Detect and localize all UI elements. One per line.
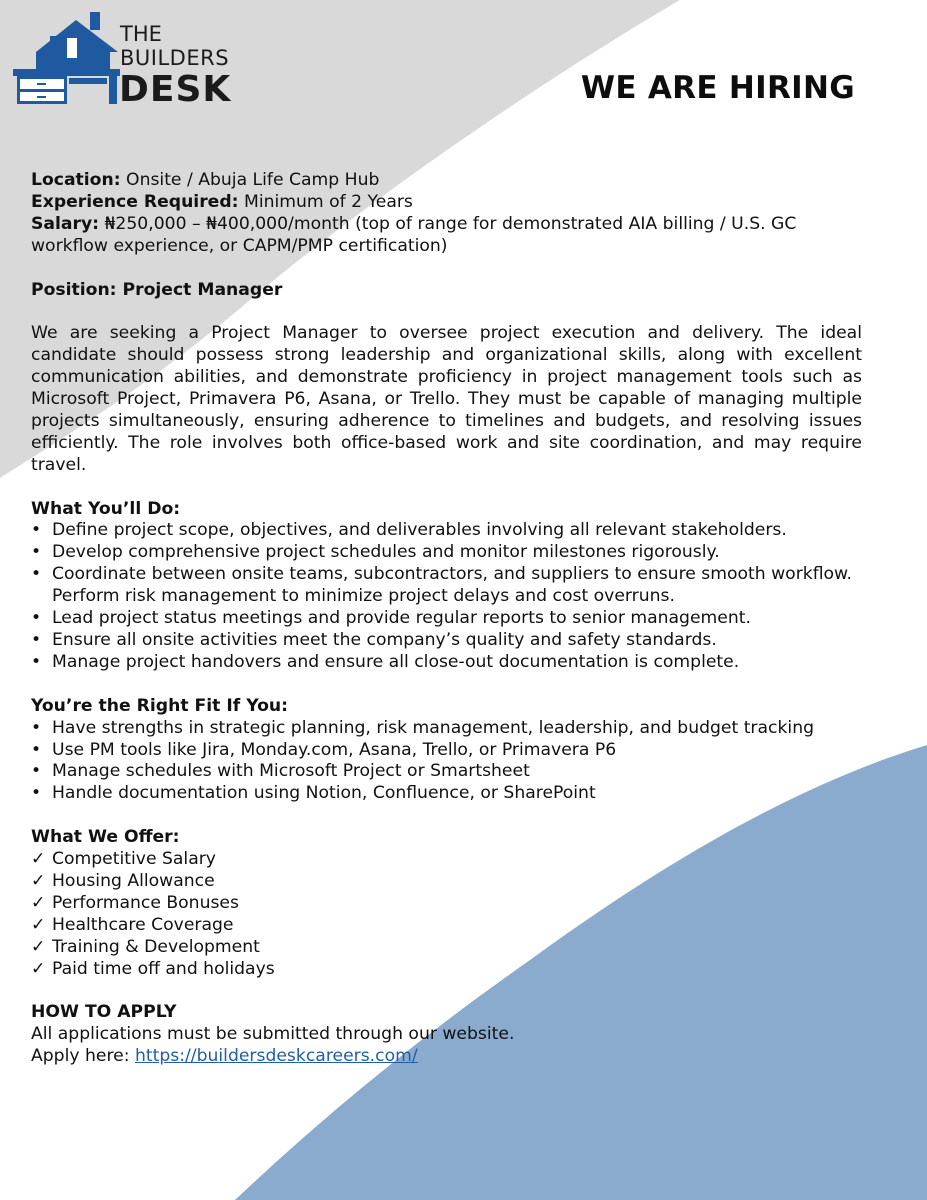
duties-heading: What You’ll Do: bbox=[31, 498, 181, 519]
list-item-text: Competitive Salary bbox=[52, 849, 216, 870]
list-item-text: Lead project status meetings and provide regular reports to senior management. bbox=[52, 608, 751, 629]
salary-label: Salary: bbox=[31, 213, 100, 234]
list-item bbox=[31, 652, 862, 674]
checkmark-icon: ✓ bbox=[31, 936, 46, 957]
list-item-text: Coordinate between onsite teams, subcontractors, and suppliers to ensure smooth workflow. Perform risk management to minimize project delays and cost overruns. bbox=[52, 564, 852, 607]
list-item bbox=[31, 608, 862, 630]
bullet-icon: • bbox=[31, 608, 42, 629]
list-item bbox=[31, 761, 862, 783]
list-item-text: Manage project handovers and ensure all close-out documentation is complete. bbox=[52, 651, 740, 672]
list-item-text: Housing Allowance bbox=[52, 870, 215, 891]
house-desk-icon bbox=[12, 12, 122, 107]
list-item bbox=[31, 959, 862, 981]
fit-heading: You’re the Right Fit If You: bbox=[31, 695, 288, 716]
list-item bbox=[31, 849, 862, 871]
salary-line bbox=[31, 214, 862, 258]
list-item-text: Develop comprehensive project schedules and monitor milestones rigorously. bbox=[52, 542, 720, 563]
duties-list bbox=[31, 520, 862, 673]
list-item-text: Handle documentation using Notion, Confluence, or SharePoint bbox=[52, 783, 596, 804]
checkmark-icon: ✓ bbox=[31, 849, 46, 870]
list-item bbox=[31, 937, 862, 959]
location-label: Location: bbox=[31, 170, 121, 190]
apply-prefix: Apply here: bbox=[31, 1046, 135, 1067]
list-item-text: Define project scope, objectives, and deliverables involving all relevant stakeholders. bbox=[52, 520, 787, 541]
list-item bbox=[31, 520, 862, 542]
experience-value: Minimum of 2 Years bbox=[243, 191, 413, 212]
checkmark-icon: ✓ bbox=[31, 914, 46, 935]
logo-word-desk: DESK bbox=[119, 69, 232, 110]
experience-line bbox=[31, 192, 862, 214]
list-item bbox=[31, 893, 862, 915]
careers-link[interactable]: https://buildersdeskcareers.com/ bbox=[134, 1046, 418, 1067]
apply-line bbox=[31, 1046, 862, 1068]
list-item-text: Use PM tools like Jira, Monday.com, Asana, Trello, or Primavera P6 bbox=[52, 739, 617, 760]
bullet-icon: • bbox=[31, 717, 42, 738]
location-line bbox=[31, 170, 862, 192]
logo-word-the: THE bbox=[120, 22, 162, 46]
list-item bbox=[31, 783, 862, 805]
bullet-icon: • bbox=[31, 761, 42, 782]
logo-word-builders: BUILDERS bbox=[120, 46, 230, 70]
fit-list bbox=[31, 718, 862, 806]
bullet-icon: • bbox=[31, 520, 42, 541]
list-item-text: Healthcare Coverage bbox=[52, 914, 234, 935]
apply-heading: HOW TO APPLY bbox=[31, 1002, 177, 1023]
list-item-text: Have strengths in strategic planning, risk management, leadership, and budget tracking bbox=[52, 717, 815, 738]
list-item-text: Paid time off and holidays bbox=[52, 958, 275, 979]
list-item bbox=[31, 871, 862, 893]
bullet-icon: • bbox=[31, 651, 42, 672]
list-item-text: Performance Bonuses bbox=[52, 892, 239, 913]
offer-list bbox=[31, 849, 862, 980]
list-item-text: Ensure all onsite activities meet the company’s quality and safety standards. bbox=[52, 629, 717, 650]
list-item bbox=[31, 542, 862, 564]
headline: WE ARE HIRING bbox=[580, 70, 855, 106]
experience-label: Experience Required: bbox=[31, 191, 239, 212]
list-item bbox=[31, 740, 862, 762]
job-posting-body bbox=[31, 170, 862, 1068]
list-item bbox=[31, 630, 862, 652]
job-description: We are seeking a Project Manager to oversee project execution and delivery. The ideal candidate should possess strong leadership and organizational skills, along with excellent communication abilities, and demonstrate proficiency in project management tools such as Microsoft Project, Primavera P6, Asana, or Trello. They must be capable of managing multiple projects simultaneously, ensuring adherence to timelines and budgets, and resolving issues efficiently. The role involves both office-based work and site coordination, and may require travel. bbox=[31, 323, 862, 475]
checkmark-icon: ✓ bbox=[31, 870, 46, 891]
location-value: Onsite / Abuja Life Camp Hub bbox=[126, 170, 380, 190]
bullet-icon: • bbox=[31, 739, 42, 760]
bullet-icon: • bbox=[31, 564, 42, 585]
bullet-icon: • bbox=[31, 629, 42, 650]
checkmark-icon: ✓ bbox=[31, 958, 46, 979]
list-item bbox=[31, 915, 862, 937]
list-item bbox=[31, 564, 862, 608]
position-title: Position: Project Manager bbox=[31, 279, 283, 300]
list-item-text: Training & Development bbox=[52, 936, 260, 957]
bullet-icon: • bbox=[31, 783, 42, 804]
checkmark-icon: ✓ bbox=[31, 892, 46, 913]
company-logo bbox=[12, 12, 232, 110]
offer-heading: What We Offer: bbox=[31, 827, 180, 848]
apply-instructions: All applications must be submitted through our website. bbox=[31, 1024, 515, 1045]
salary-value: ₦250,000 – ₦400,000/month (top of range for demonstrated AIA billing / U.S. GC workflow experience, or CAPM/PMP certification) bbox=[31, 213, 797, 256]
list-item-text: Manage schedules with Microsoft Project or Smartsheet bbox=[52, 761, 530, 782]
list-item bbox=[31, 718, 862, 740]
bullet-icon: • bbox=[31, 542, 42, 563]
